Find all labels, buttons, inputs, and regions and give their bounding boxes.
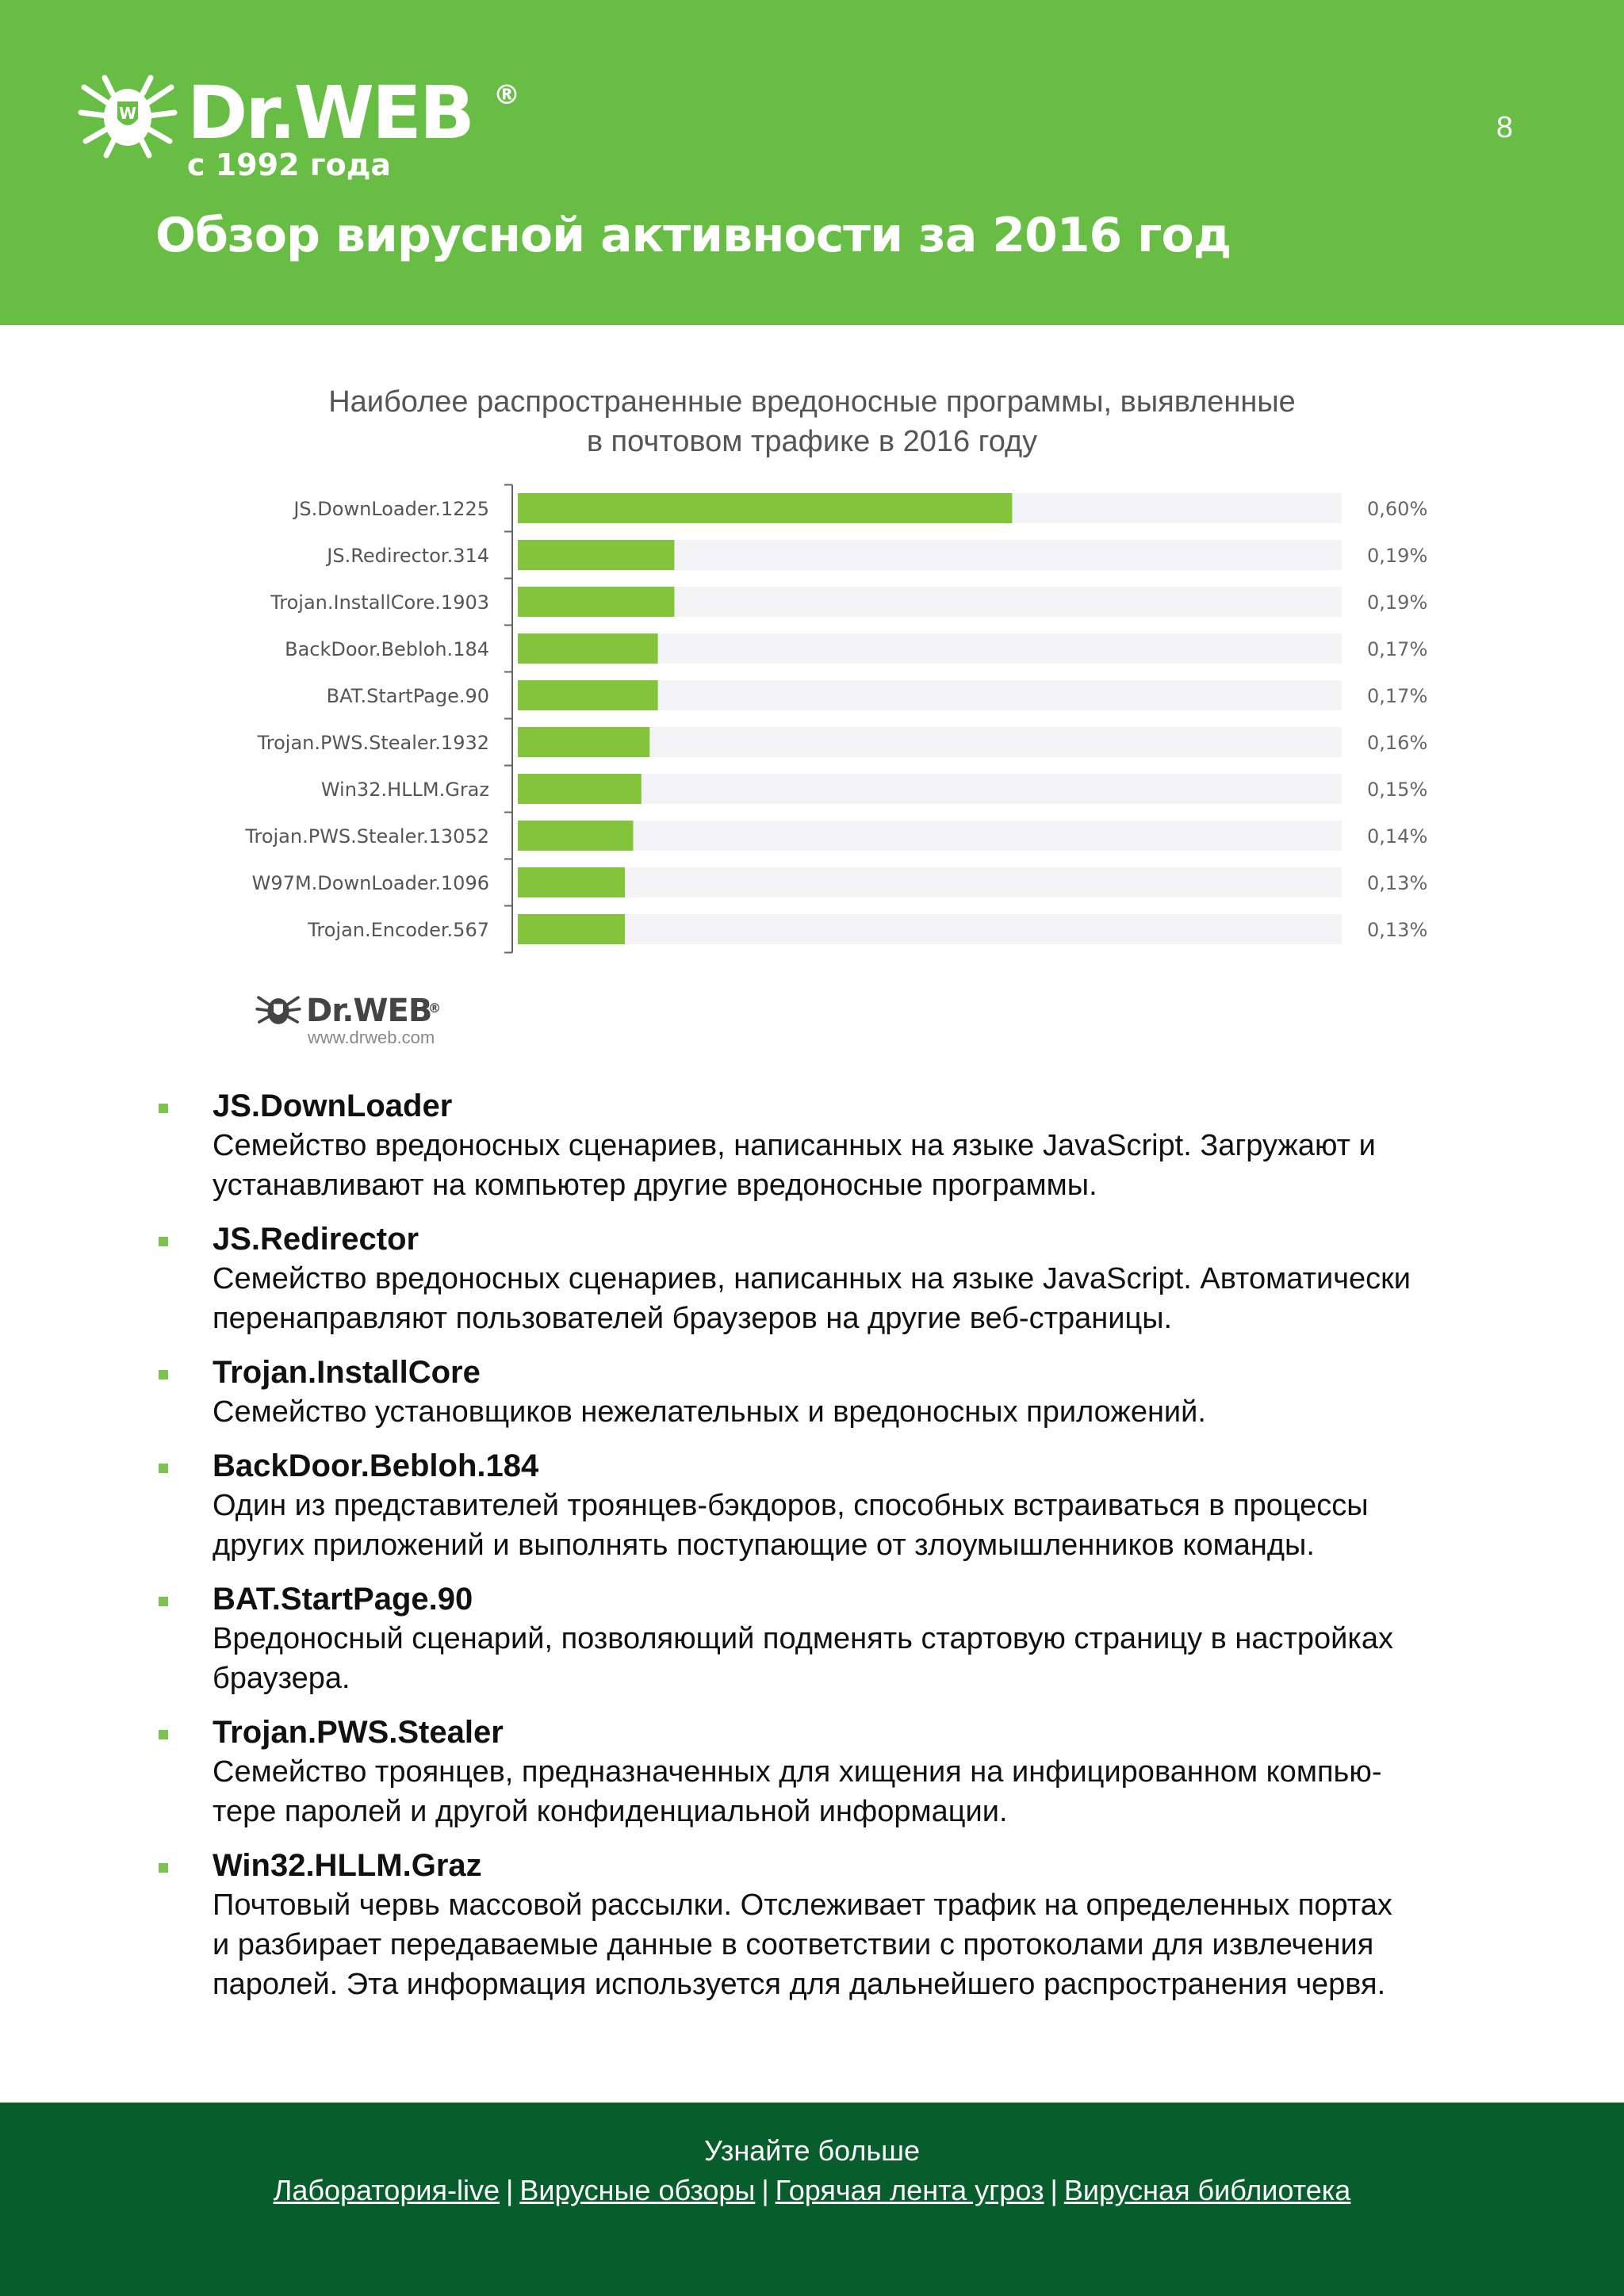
bullet-icon [159, 1464, 168, 1473]
bar [518, 493, 1012, 523]
value-label: 0,13% [1367, 872, 1428, 894]
bar [518, 587, 674, 617]
category-label: W97M.DownLoader.1096 [251, 872, 489, 894]
description-name: JS.DownLoader [213, 1089, 453, 1123]
category-label: JS.Redirector.314 [327, 545, 489, 567]
description-item [159, 1846, 1491, 2004]
bullet-icon [159, 1370, 168, 1380]
description-text-line: Семейство установщиков нежелательных и вредоносных приложений. [213, 1395, 1206, 1429]
bar [518, 867, 625, 897]
value-label: 0,17% [1367, 685, 1428, 707]
description-item [159, 1712, 1491, 1831]
bullet-icon [159, 1863, 168, 1873]
bar [518, 774, 642, 804]
description-name: BackDoor.Bebloh.184 [213, 1448, 539, 1483]
spider-shield-icon [255, 991, 301, 1031]
svg-text:W: W [118, 104, 137, 123]
bar-chart [0, 476, 1624, 967]
logo-registered-mark: ® [493, 79, 520, 111]
page-footer [0, 2103, 1624, 2296]
spider-shield-icon [78, 73, 178, 160]
footer-link-virus-reviews[interactable]: Вирусные обзоры [519, 2174, 756, 2206]
bar-track [518, 821, 1342, 851]
description-item [159, 1579, 1491, 1698]
footer-link-lab-live[interactable]: Лаборатория-live [273, 2174, 500, 2206]
category-label: Trojan.PWS.Stealer.13052 [245, 825, 489, 848]
description-name: Trojan.InstallCore [213, 1355, 481, 1390]
description-text-line: Семейство вредоносных сценариев, написанных на языке JavaScript. Загружают и [213, 1129, 1376, 1162]
chart-title-line-1: Наиболее распространенные вредоносные программы, выявленные [328, 385, 1296, 419]
description-text-line: и разбирает передаваемые данные в соответствии с протоколами для извлечения [213, 1928, 1374, 1961]
category-label: Trojan.Encoder.567 [308, 919, 489, 941]
chart-title [0, 382, 1624, 461]
description-text-line: устанавливают на компьютер другие вредоносные программы. [213, 1169, 1097, 1202]
description-text-line: тере паролей и другой конфиденциальной информации. [213, 1795, 1008, 1828]
footer-title: Узнайте больше [704, 2134, 920, 2167]
footer-separator: | [505, 2174, 514, 2206]
description-text-line: Почтовый червь массовой рассылки. Отслеживает трафик на определенных портах [213, 1888, 1392, 1922]
description-item [159, 1446, 1491, 1565]
category-label: Win32.HLLM.Graz [320, 779, 489, 801]
bar-track [518, 914, 1342, 944]
bullet-icon [159, 1730, 168, 1739]
logo-since: с 1992 года [187, 147, 392, 182]
bullet-icon [159, 1104, 168, 1113]
malware-description-list [159, 1086, 1491, 2019]
page-number: 8 [1496, 111, 1513, 144]
value-label: 0,17% [1367, 638, 1428, 660]
footer-separator: | [761, 2174, 769, 2206]
description-text-line: Семейство троянцев, предназначенных для хищения на инфицированном компью- [213, 1755, 1382, 1789]
bullet-icon [159, 1237, 168, 1246]
description-name: BAT.StartPage.90 [213, 1582, 473, 1617]
category-label: BackDoor.Bebloh.184 [285, 638, 489, 660]
value-label: 0,19% [1367, 591, 1428, 614]
footer-separator: | [1050, 2174, 1058, 2206]
description-text-line: Вредоносный сценарий, позволяющий подменять стартовую страницу в настройках [213, 1622, 1393, 1655]
description-text-line: Семейство вредоносных сценариев, написанных на языке JavaScript. Автоматически [213, 1262, 1411, 1295]
description-text-line: других приложений и выполнять поступающие от злоумышленников команды. [213, 1529, 1315, 1562]
bullet-icon [159, 1597, 168, 1606]
chart-logo-url[interactable]: www.drweb.com [308, 1027, 435, 1047]
chart-logo-registered-mark: ® [428, 1001, 441, 1016]
description-name: Win32.HLLM.Graz [213, 1848, 482, 1883]
logo-text: Dr.WEB [187, 71, 473, 155]
description-name: Trojan.PWS.Stealer [213, 1715, 504, 1750]
description-item [159, 1086, 1491, 1205]
bar [518, 633, 658, 664]
category-label: Trojan.PWS.Stealer.1932 [257, 732, 489, 754]
bar-track [518, 867, 1342, 897]
description-name: JS.Redirector [213, 1222, 419, 1257]
category-label: Trojan.InstallCore.1903 [270, 591, 489, 614]
bar [518, 540, 674, 570]
chart-logo [255, 991, 431, 1031]
description-text-line: перенаправляют пользователей браузеров на другие веб-страницы. [213, 1302, 1173, 1335]
category-label: JS.DownLoader.1225 [293, 498, 489, 520]
bar [518, 821, 633, 851]
description-item [159, 1353, 1491, 1432]
page-header [0, 0, 1624, 325]
value-label: 0,15% [1367, 779, 1428, 801]
bar [518, 680, 658, 710]
chart-logo-text: Dr.WEB [306, 993, 432, 1029]
description-item [159, 1219, 1491, 1338]
value-label: 0,16% [1367, 732, 1428, 754]
footer-link-virus-library[interactable]: Вирусная библиотека [1063, 2174, 1351, 2206]
value-label: 0,13% [1367, 919, 1428, 941]
page-title: Обзор вирусной активности за 2016 год [155, 208, 1231, 263]
bar [518, 914, 625, 944]
footer-links [0, 2174, 1624, 2207]
description-text-line: паролей. Эта информация используется для дальнейшего распространения червя. [213, 1968, 1386, 2001]
category-label: BAT.StartPage.90 [326, 685, 489, 707]
description-text-line: браузера. [213, 1662, 350, 1695]
value-label: 0,14% [1367, 825, 1428, 848]
bar [518, 727, 649, 757]
description-text-line: Один из представителей троянцев-бэкдоров, способных встраиваться в процессы [213, 1489, 1369, 1522]
footer-link-threat-feed[interactable]: Горячая лента угроз [775, 2174, 1044, 2206]
value-label: 0,19% [1367, 545, 1428, 567]
chart-title-line-2: в почтовом трафике в 2016 году [586, 425, 1038, 458]
value-label: 0,60% [1367, 498, 1428, 520]
